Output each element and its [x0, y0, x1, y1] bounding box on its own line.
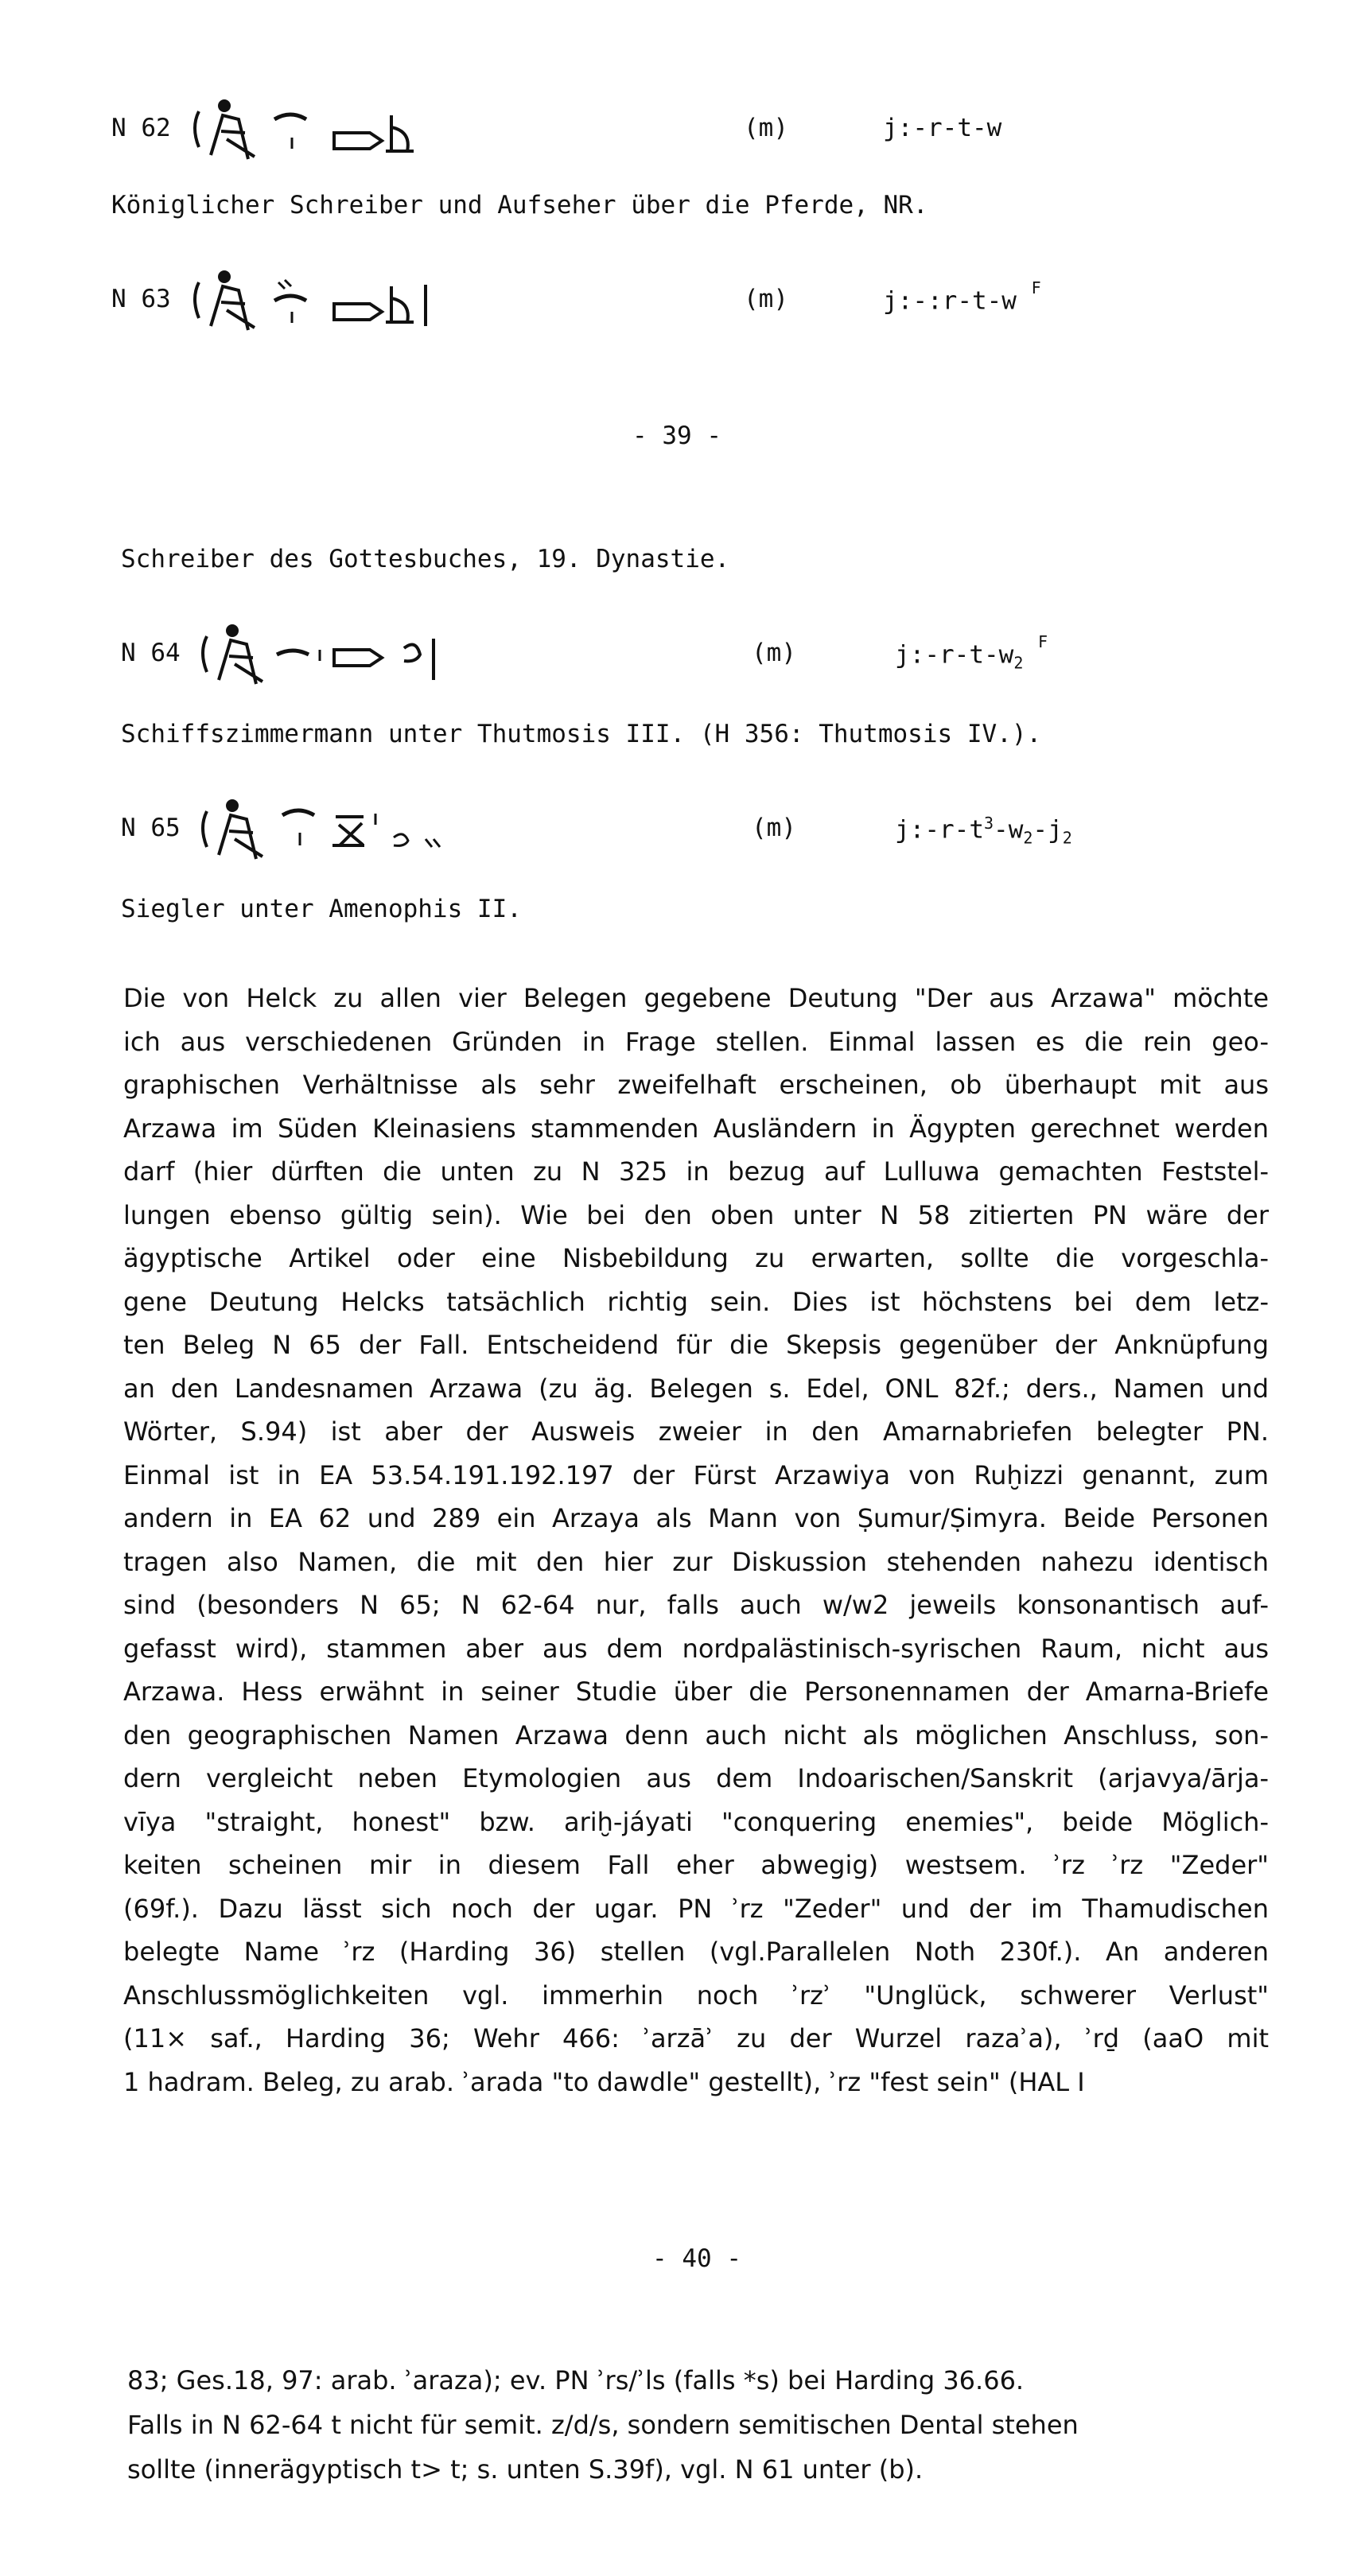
- text-line: vīya "straight, honest" bzw. ariḫ-jáyati "conquering enemies", beide Möglich-: [123, 1806, 1269, 1837]
- continuation-paragraph: [127, 2358, 1241, 2492]
- text-line: den geographischen Namen Arzawa denn auch nicht als möglichen Anschluss, son-: [123, 1719, 1269, 1750]
- text-line: Arzawa. Hess erwähnt in seiner Studie über die Personennamen der Amarna-Briefe: [123, 1677, 1269, 1707]
- gender: (m): [752, 639, 796, 667]
- entry-description: Königlicher Schreiber und Aufseher über die Pferde, NR.: [111, 191, 928, 220]
- text-line: belegte Name ʾrz (Harding 36) stellen (vgl.Parallelen Noth 230f.). An anderen: [123, 1937, 1269, 1967]
- text-line: Wörter, S.94) ist aber der Ausweis zweier in den Amarnabriefen belegter PN.: [123, 1416, 1269, 1447]
- entry-description: Siegler unter Amenophis II.: [121, 895, 522, 923]
- entry-n64: [0, 608, 1365, 696]
- entry-description: Schreiber des Gottesbuches, 19. Dynastie.: [121, 545, 730, 573]
- text-line: Arzawa im Süden Kleinasiens stammenden Ausländern in Ägypten gerechnet werden: [123, 1113, 1269, 1144]
- text-line: andern in EA 62 und 289 ein Arzaya als Mann von Ṣumur/Ṣimyra. Beide Personen: [123, 1503, 1269, 1533]
- text-line: sollte (innerägyptisch t> t; s. unten S.39f), vgl. N 61 unter (b).: [127, 2454, 924, 2485]
- hieroglyph-group: [191, 608, 525, 696]
- text-line: Anschlussmöglichkeiten vgl. immerhin noch ʾrzʾ "Unglück, schwerer Verlust": [123, 1980, 1269, 2011]
- text-line: lungen ebenso gültig sein). Wie bei den oben unter N 58 zitierten PN wäre der: [123, 1199, 1269, 1230]
- text-line: graphischen Verhältnisse als sehr zweifelhaft erscheinen, ob überhaupt mit aus: [123, 1070, 1269, 1100]
- entry-n62: [0, 84, 1365, 171]
- gender: (m): [752, 814, 796, 842]
- text-line: ägyptische Artikel oder eine Nisbebildung zu erwarten, sollte die vorgeschla-: [123, 1243, 1269, 1273]
- text-line: Falls in N 62-64 t nicht für semit. z/d/s, sondern semitischen Dental stehen: [127, 2410, 1079, 2440]
- gender: (m): [744, 285, 788, 313]
- transliteration: $j:-r-t-w_2$ $^F$: [895, 632, 1048, 673]
- entry-n63: [0, 254, 1365, 342]
- text-line: sind (besonders N 65; N 62-64 nur, falls auch w/w2 jeweils konsonantisch auf-: [123, 1590, 1269, 1620]
- transliteration: $j:-r-t^3-w_2-j_2$: [895, 814, 1072, 848]
- text-line: 83; Ges.18, 97: arab. ʾaraza); ev. PN ʾrs/ʾls (falls *s) bei Harding 36.66.: [127, 2365, 1025, 2395]
- text-line: (69f.). Dazu lässt sich noch der ugar. PN ʾrz "Zeder" und der im Thamudischen: [123, 1893, 1269, 1924]
- gender: (m): [744, 114, 788, 142]
- text-line: Einmal ist in EA 53.54.191.192.197 der Fürst Arzawiya von Ruḫizzi genannt, zum: [123, 1459, 1269, 1490]
- text-line: dern vergleicht neben Etymologien aus dem Indoarischen/Sanskrit (arjavya/ārja-: [123, 1763, 1269, 1793]
- transliteration: j:-:r-t-w $^F$: [883, 278, 1041, 316]
- text-line: ich aus verschiedenen Gründen in Frage stellen. Einmal lassen es die rein geo-: [123, 1026, 1269, 1057]
- text-line: Die von Helck zu allen vier Belegen gegebene Deutung "Der aus Arzawa" möchte: [123, 983, 1269, 1013]
- page-number: - 39 -: [632, 422, 721, 450]
- text-line: ten Beleg N 65 der Fall. Entscheidend für die Skepsis gegenüber der Anknüpfung: [123, 1330, 1269, 1360]
- text-line: gefasst wird), stammen aber aus dem nordpalästinisch-syrischen Raum, nicht aus: [123, 1633, 1269, 1664]
- text-line: tragen also Namen, die mit den hier zur Diskussion stehenden nahezu identisch: [123, 1546, 1269, 1577]
- text-line: 1 hadram. Beleg, zu arab. ʾarada "to dawdle" gestellt), ʾrz "fest sein" (HAL I: [123, 2066, 1085, 2097]
- text-line: gene Deutung Helcks tatsächlich richtig sein. Dies ist höchstens bei dem letz-: [123, 1286, 1269, 1317]
- body-paragraph: [123, 977, 1269, 2104]
- transliteration: j:-r-t-w: [883, 114, 1002, 142]
- entry-number: N 63: [111, 285, 171, 313]
- entry-number: N 62: [111, 114, 171, 142]
- text-line: an den Landesnamen Arzawa (zu äg. Belegen s. Edel, ONL 82f.; ders., Namen und: [123, 1373, 1269, 1404]
- entry-n65: [0, 783, 1365, 871]
- entry-description: Schiffszimmermann unter Thutmosis III. (H 356: Thutmosis IV.).: [121, 720, 1042, 748]
- entry-number: N 64: [121, 639, 181, 667]
- text-line: keiten scheinen mir in diesem Fall eher abwegig) westsem. ʾrz ʾrz "Zeder": [123, 1850, 1269, 1880]
- hieroglyph-group: [191, 783, 525, 871]
- entry-number: N 65: [121, 814, 181, 842]
- hieroglyph-group: [183, 254, 517, 342]
- page-number: - 40 -: [652, 2244, 741, 2273]
- text-line: (11× saf., Harding 36; Wehr 466: ʾarzāʾ zu der Wurzel razaʾa), ʾrḏ (aaO mit: [123, 2023, 1269, 2053]
- text-line: darf (hier dürften die unten zu N 325 in bezug auf Lulluwa gemachten Feststel-: [123, 1156, 1269, 1187]
- hieroglyph-group: [183, 84, 517, 171]
